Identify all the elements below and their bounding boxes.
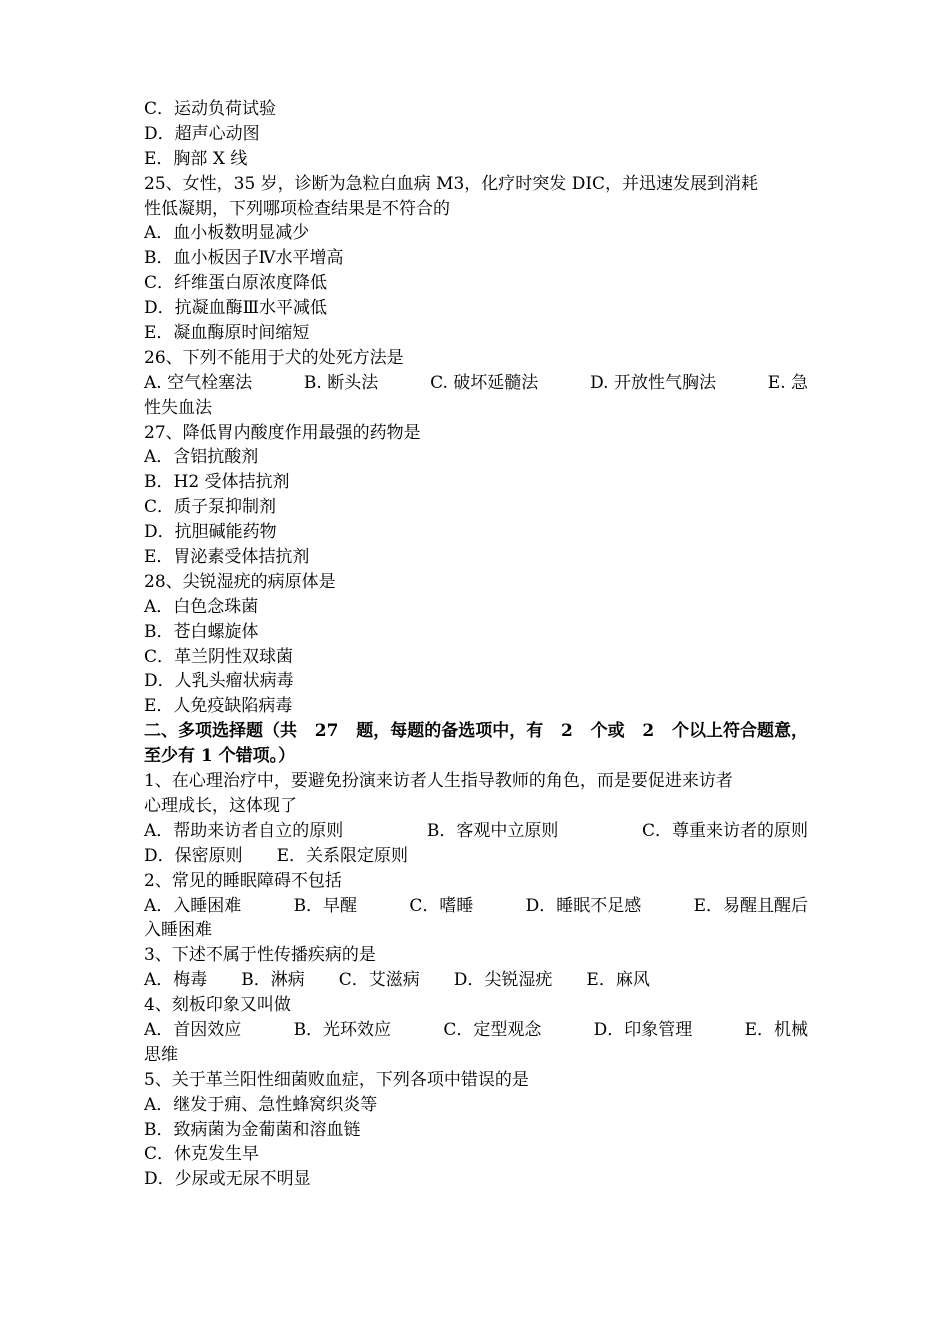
option-row — [144, 371, 808, 396]
option-line: C．休克发生早 — [144, 1144, 260, 1165]
question-line: 26、下列不能用于犬的处死方法是 — [144, 347, 404, 368]
option-d: D. 开放性气胸法 — [590, 372, 716, 393]
section-heading-part: 2 — [560, 721, 573, 742]
section-heading — [144, 719, 808, 744]
question-line: 28、尖锐湿疣的病原体是 — [144, 571, 336, 592]
option-row — [144, 1018, 808, 1043]
section-heading-part: 27 — [314, 721, 339, 742]
option-e: E. 急 — [767, 372, 808, 393]
question-line: 3、下述不属于性传播疾病的是 — [144, 945, 376, 966]
document-page — [144, 97, 808, 1192]
option-line: D．人乳头瘤状病毒 — [144, 671, 294, 692]
option-line: B．苍白螺旋体 — [144, 621, 259, 642]
question-line: 27、降低胃内酸度作用最强的药物是 — [144, 422, 421, 443]
question-line: 1、在心理治疗中，要避免扮演来访者人生指导教师的角色，而是要促进来访者 — [144, 771, 733, 792]
option-line: D．保密原则 E．关系限定原则 — [144, 845, 409, 866]
option-row — [144, 819, 808, 844]
option-line: A．继发于痈、急性蜂窝织炎等 — [144, 1094, 378, 1115]
question-line: 4、刻板印象又叫做 — [144, 995, 291, 1016]
option-line: 入睡困难 — [144, 920, 212, 941]
option-a: A．帮助来访者自立的原则 — [144, 820, 344, 841]
option-line: E．胸部 X 线 — [144, 148, 248, 169]
option-c: C. 破坏延髓法 — [430, 372, 539, 393]
section-heading-cont: 至少有 1 个错项。） — [144, 746, 296, 767]
option-e: E．易醒且醒后 — [693, 895, 808, 916]
option-c: C．嗜睡 — [409, 895, 474, 916]
option-b: B．客观中立原则 — [426, 820, 559, 841]
section-heading-part: 2 — [642, 721, 655, 742]
option-c: C．尊重来访者的原则 — [641, 820, 808, 841]
option-a: A．入睡困难 — [144, 895, 242, 916]
section-heading-part: 题，每题的备选项中，有 — [356, 721, 544, 742]
question-line: 性低凝期，下列哪项检查结果是不符合的 — [144, 198, 450, 219]
option-line: B．致病菌为金葡菌和溶血链 — [144, 1119, 361, 1140]
question-line: 5、关于革兰阳性细菌败血症，下列各项中错误的是 — [144, 1069, 529, 1090]
option-line: E．凝血酶原时间缩短 — [144, 323, 310, 344]
section-heading-part: 个以上符合题意， — [671, 721, 808, 742]
option-line: 思维 — [144, 1044, 178, 1065]
option-line: D．少尿或无尿不明显 — [144, 1169, 311, 1190]
option-line: D．抗凝血酶Ⅲ水平减低 — [144, 298, 328, 319]
option-row — [144, 894, 808, 919]
option-c: C．定型观念 — [443, 1019, 542, 1040]
option-d: D．印象管理 — [593, 1019, 693, 1040]
option-line: A．梅毒 B．淋病 C．艾滋病 D．尖锐湿疣 E．麻风 — [144, 970, 650, 991]
section-heading-part: 个或 — [590, 721, 625, 742]
option-b: B．早醒 — [293, 895, 358, 916]
option-a: A．首因效应 — [144, 1019, 242, 1040]
question-line: 2、常见的睡眠障碍不包括 — [144, 870, 342, 891]
option-line: E．人免疫缺陷病毒 — [144, 696, 293, 717]
option-line: C．质子泵抑制剂 — [144, 497, 277, 518]
option-a: A. 空气栓塞法 — [144, 372, 253, 393]
option-line: C．运动负荷试验 — [144, 99, 277, 119]
option-b: B. 断头法 — [303, 372, 379, 393]
option-line: B．血小板因子Ⅳ水平增高 — [144, 248, 344, 269]
section-heading-part: 二、多项选择题（共 — [144, 721, 297, 742]
question-line: 心理成长，这体现了 — [144, 795, 297, 816]
option-d: D．睡眠不足感 — [525, 895, 642, 916]
option-line: A．血小板数明显减少 — [144, 223, 310, 244]
option-line: B．H2 受体拮抗剂 — [144, 472, 290, 493]
option-line: C．纤维蛋白原浓度降低 — [144, 273, 328, 294]
option-line: C．革兰阴性双球菌 — [144, 646, 294, 667]
option-line: E．胃泌素受体拮抗剂 — [144, 547, 310, 568]
option-e: E．机械 — [744, 1019, 808, 1040]
option-line: D．抗胆碱能药物 — [144, 522, 277, 543]
option-line: A．白色念珠菌 — [144, 596, 259, 617]
option-line: D．超声心动图 — [144, 123, 260, 144]
question-line: 25、女性，35 岁，诊断为急粒白血病 M3，化疗时突发 DIC，并迅速发展到消耗 — [144, 173, 759, 194]
option-line: A．含铝抗酸剂 — [144, 447, 259, 468]
option-line: 性失血法 — [144, 397, 212, 418]
option-b: B．光环效应 — [293, 1019, 392, 1040]
